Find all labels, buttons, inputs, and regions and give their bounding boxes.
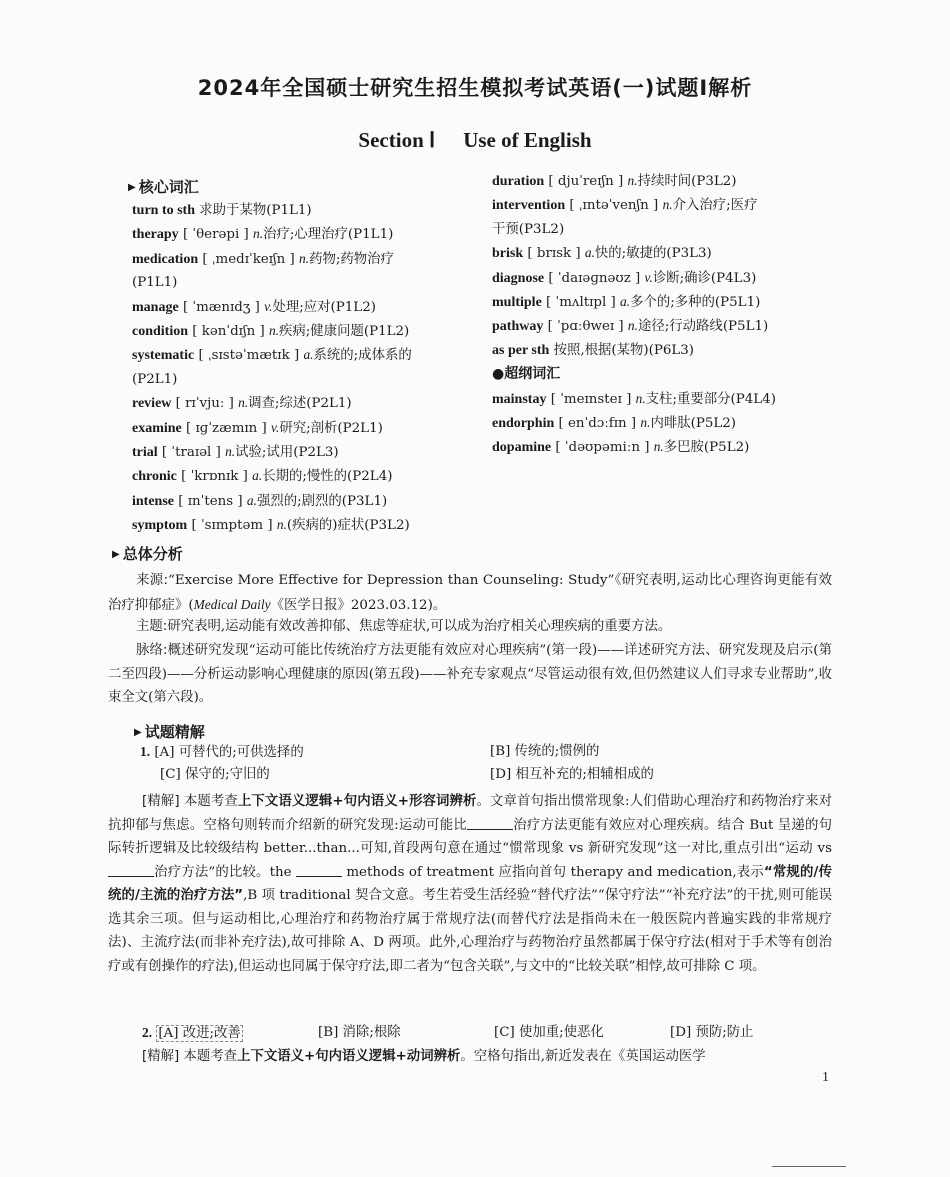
vocab-entry (132, 440, 462, 464)
triangle-icon: ▶ (128, 182, 136, 193)
vocab-entry (492, 241, 812, 265)
q2-option-c: [C] 使加重;使恶化 (494, 1025, 604, 1040)
vocab-pos: n. (253, 226, 264, 242)
q2-explanation: [精解] 本题考查上下文语义+句内语义逻辑+动词辨析。空格句指出,新近发表在《英国运动医学 (142, 1049, 706, 1064)
vocab-word: mainstay (492, 391, 547, 407)
vocab-heading: ▶ 核心词汇 (128, 178, 199, 196)
vocab-meaning: (P2L1) (132, 371, 178, 387)
vocab-pron: [ djuˈreɪʃn ] (548, 174, 624, 189)
blank-line (296, 864, 342, 877)
vocab-pos: n. (299, 250, 310, 266)
vocab-entry (132, 247, 462, 271)
vocab-word: chronic (132, 469, 177, 485)
vocab-meaning: 干预(P3L2) (492, 221, 565, 237)
vocab-pron: [ ˈdəʊpəmiːn ] (555, 440, 650, 456)
vocab-entry (492, 266, 812, 290)
vocab-entry (132, 464, 462, 488)
vocab-pos: v. (271, 419, 280, 435)
vocab-pos: n. (662, 197, 673, 213)
vocab-left-column (132, 199, 462, 538)
triangle-icon: ▶ (112, 549, 120, 560)
questions-heading: ▶ 试题精解 (134, 723, 205, 741)
q1-explanation: [精解] 本题考查上下文语义逻辑+句内语义+形容词辨析。文章首句指出惯常现象:人们借助心理治疗和药物治疗来对抗抑郁与焦虑。空格句则转而介绍新的研究发现:运动可能比 治疗方法更能有效应对心理疾病。结合 But 呈递的句际转折逻辑及比较级结构 better...than...可知,首段两句意在通过“惯常现象 vs 新研究发现”这一对比,重点引出“运动 vs 治疗方法”的比较。the methods of treatment 应指向首句 therapy and medication,表示“常规的/传统的/主流的治疗方法”,B 项 traditional 契合文意。考生若受生活经验“替代疗法”“保守疗法”“补充疗法”的干扰,则可能误选其余三项。但与运动相比,心理治疗和药物治疗属于常规疗法(而替代疗法是指尚未在一般医院内普遍实践的非常规疗法)、主流疗法(而非补充疗法),故可排除 A、D 两项。此外,心理治疗与药物治疗虽然都属于保守疗法(相对于手术等有创治疗或有创操作的疗法),但运动也同属于保守疗法,即二者为“包含关联”,与文中的“比较关联”相悖,故可排除 C 项。 (108, 794, 833, 974)
footer-rule (772, 1166, 846, 1167)
vocab-meaning: 支柱;重要部分(P4L4) (645, 391, 776, 407)
vocab-meaning: (疾病的)症状(P3L2) (286, 518, 410, 534)
vocab-entry (492, 411, 812, 435)
vocab-pron: [ rɪˈvjuː ] (175, 396, 234, 412)
vocab-pos: n. (268, 323, 280, 339)
vocab-meaning: 疾病;健康问题(P1L2) (279, 324, 410, 340)
vocab-meaning: 介入治疗;医疗 (672, 198, 758, 214)
vocab-word: systematic (132, 348, 195, 364)
vocab-word: as per sth (492, 342, 550, 358)
vocab-pos: v. (264, 298, 273, 314)
analysis-heading: ▶ 总体分析 (112, 545, 183, 563)
vocab-word: symptom (132, 518, 188, 534)
blank-line (108, 864, 154, 877)
vocab-pron: [ ˌɪntəˈvenʃn ] (569, 198, 659, 214)
vocab-word: condition (132, 324, 189, 340)
source-paragraph: 来源:“Exercise More Effective for Depression than Counseling: Study”《研究表明,运动比心理咨询更能有效治疗抑郁症》(Medical Daily《医学日报》2023.03.12)。 (108, 573, 832, 613)
vocab-word: brisk (492, 246, 524, 262)
section-title (0, 128, 950, 153)
vocab-word: intervention (492, 198, 566, 214)
vocab-pos: n. (635, 390, 646, 406)
q2-option-b: [B] 消除;根除 (318, 1025, 401, 1040)
vocab-pos: n. (225, 444, 236, 460)
vocab-word: manage (132, 299, 179, 315)
section-name: Use of English (463, 128, 592, 152)
vocab-word: medication (132, 251, 199, 267)
vocab-entry (132, 489, 462, 513)
vocab-pron: [ ˈmeɪnsteɪ ] (550, 391, 632, 407)
blank-line (467, 817, 513, 830)
q2-option-a: 2. [A] 改进;改善 (142, 1025, 241, 1041)
triangle-icon: ▶ (134, 727, 142, 738)
vocab-pron: [ ˈtraɪəl ] (161, 445, 221, 461)
vocab-pron: [ ˌmedɪˈkeɪʃn ] (202, 251, 295, 267)
extra-vocab-heading: ●超纲词汇 (492, 366, 561, 383)
vocab-meaning: 系统的;成体系的 (313, 348, 412, 364)
vocab-entry (132, 199, 462, 222)
vocab-meaning: 试验;试用(P2L3) (235, 445, 339, 461)
vocab-word: multiple (492, 295, 542, 311)
page-number: 1 (822, 1070, 829, 1085)
vocab-word: dopamine (492, 440, 552, 456)
vocab-pos: n. (276, 517, 287, 533)
vocab-pos: a. (246, 492, 257, 508)
vocab-pron: [ ˈmænɪdʒ ] (182, 299, 260, 315)
vocab-pron: [ ˌsɪstəˈmætɪk ] (198, 348, 300, 364)
vocab-pos: a. (620, 294, 631, 310)
vocab-meaning: 处理;应对(P1L2) (272, 299, 376, 315)
vocab-entry (132, 271, 462, 294)
vocab-entry (132, 222, 462, 246)
vocab-pos: a. (584, 245, 595, 261)
vocab-pron: [ ˈdaɪəɡnəʊz ] (548, 270, 641, 286)
vocab-entry (492, 435, 812, 459)
vocab-entry (132, 368, 462, 391)
vocab-meaning: 内啡肽(P5L2) (650, 416, 737, 432)
vocab-meaning: 调查;综述(P2L1) (248, 396, 352, 412)
vocab-word: diagnose (492, 270, 545, 286)
vocab-pos: n. (627, 318, 638, 334)
vocab-pron: [ brɪsk ] (527, 246, 581, 262)
vocab-pron: [ ɪnˈtens ] (178, 493, 243, 509)
vocab-pos: a. (303, 347, 314, 363)
vocab-word: trial (132, 445, 158, 461)
vocab-pron: [ enˈdɔːfɪn ] (558, 416, 637, 432)
vocab-pos: n. (627, 173, 638, 188)
vocab-entry (492, 193, 812, 217)
vocab-pos: n. (238, 395, 249, 411)
vocab-entry (132, 416, 462, 440)
vocab-entry (132, 295, 462, 319)
q2-option-d: [D] 预防;防止 (670, 1025, 754, 1040)
vocab-meaning: 强烈的;剧烈的(P3L1) (256, 493, 388, 509)
vocab-entry (132, 343, 462, 367)
flow-paragraph: 脉络:概述研究发现“运动可能比传统治疗方法更能有效应对心理疾病”(第一段)——详述研究方法、研究发现及启示(第二至四段)——分析运动影响心理健康的原因(第五段)——补充专家观点“尽管运动很有效,但仍然建议人们寻求专业帮助”,收束全文(第六段)。 (108, 643, 832, 705)
vocab-meaning: 研究;剖析(P2L1) (279, 420, 383, 436)
vocab-entry (492, 314, 812, 338)
vocab-entry (492, 169, 812, 193)
section-number: Section Ⅰ (358, 128, 436, 152)
vocab-entry (492, 339, 812, 362)
vocab-word: examine (132, 420, 182, 436)
vocab-meaning: (P1L1) (132, 275, 178, 291)
vocab-pron: [ ˈkrɒnɪk ] (181, 469, 248, 485)
vocab-meaning: 多个的;多种的(P5L1) (630, 295, 761, 311)
vocab-meaning: 途径;行动路线(P5L1) (637, 319, 769, 335)
q1-option-b: [B] 传统的;惯例的 (490, 744, 600, 759)
vocab-meaning: 治疗;心理治疗(P1L1) (263, 227, 394, 243)
vocab-entry (132, 391, 462, 415)
vocab-word: turn to sth (132, 203, 196, 218)
vocab-pos: n. (653, 439, 664, 455)
vocab-entry (132, 513, 462, 537)
vocab-meaning: 多巴胺(P5L2) (663, 440, 750, 456)
vocab-pos: n. (640, 415, 651, 431)
vocab-entry (492, 218, 812, 241)
vocab-pron: [ ˈpɑːθweɪ ] (547, 319, 624, 335)
vocab-meaning: 持续时间(P3L2) (637, 174, 737, 189)
q1-option-c: [C] 保守的;守旧的 (160, 767, 270, 782)
vocab-word: duration (492, 174, 545, 189)
vocab-pron: [ ˈsɪmptəm ] (191, 518, 273, 534)
q1-option-d: [D] 相互补充的;相辅相成的 (490, 767, 654, 782)
vocab-meaning: 求助于某物(P1L1) (199, 203, 312, 218)
vocab-pos: v. (644, 269, 653, 285)
vocab-meaning: 诊断;确诊(P4L3) (652, 270, 757, 286)
vocab-entry (132, 319, 462, 343)
vocab-meaning: 按照,根据(某物)(P6L3) (553, 342, 695, 358)
vocab-entry (492, 290, 812, 314)
vocab-pron: [ kənˈdɪʃn ] (192, 324, 265, 340)
page-title: 2024年全国硕士研究生招生模拟考试英语(一)试题Ⅰ解析 (197, 76, 753, 100)
vocab-pron: [ ˈθerəpi ] (182, 227, 249, 243)
vocab-pron: [ ɪɡˈzæmɪn ] (186, 420, 267, 436)
vocab-word: therapy (132, 227, 179, 243)
vocab-word: endorphin (492, 416, 555, 432)
vocab-meaning: 快的;敏捷的(P3L3) (594, 246, 712, 262)
vocab-pos: a. (252, 468, 263, 484)
vocab-meaning: 药物;药物治疗 (309, 251, 394, 267)
vocab-right-column (492, 169, 812, 460)
theme-paragraph: 主题:研究表明,运动能有效改善抑郁、焦虑等症状,可以成为治疗相关心理疾病的重要方法。 (136, 619, 672, 634)
vocab-word: pathway (492, 319, 544, 335)
vocab-entry (492, 387, 812, 411)
vocab-word: review (132, 396, 172, 412)
q1-option-a: 1. [A] 可替代的;可供选择的 (140, 744, 304, 760)
vocab-word: intense (132, 493, 174, 509)
vocab-pron: [ ˈmʌltɪpl ] (546, 295, 616, 311)
vocab-meaning: 长期的;慢性的(P2L4) (262, 469, 393, 485)
